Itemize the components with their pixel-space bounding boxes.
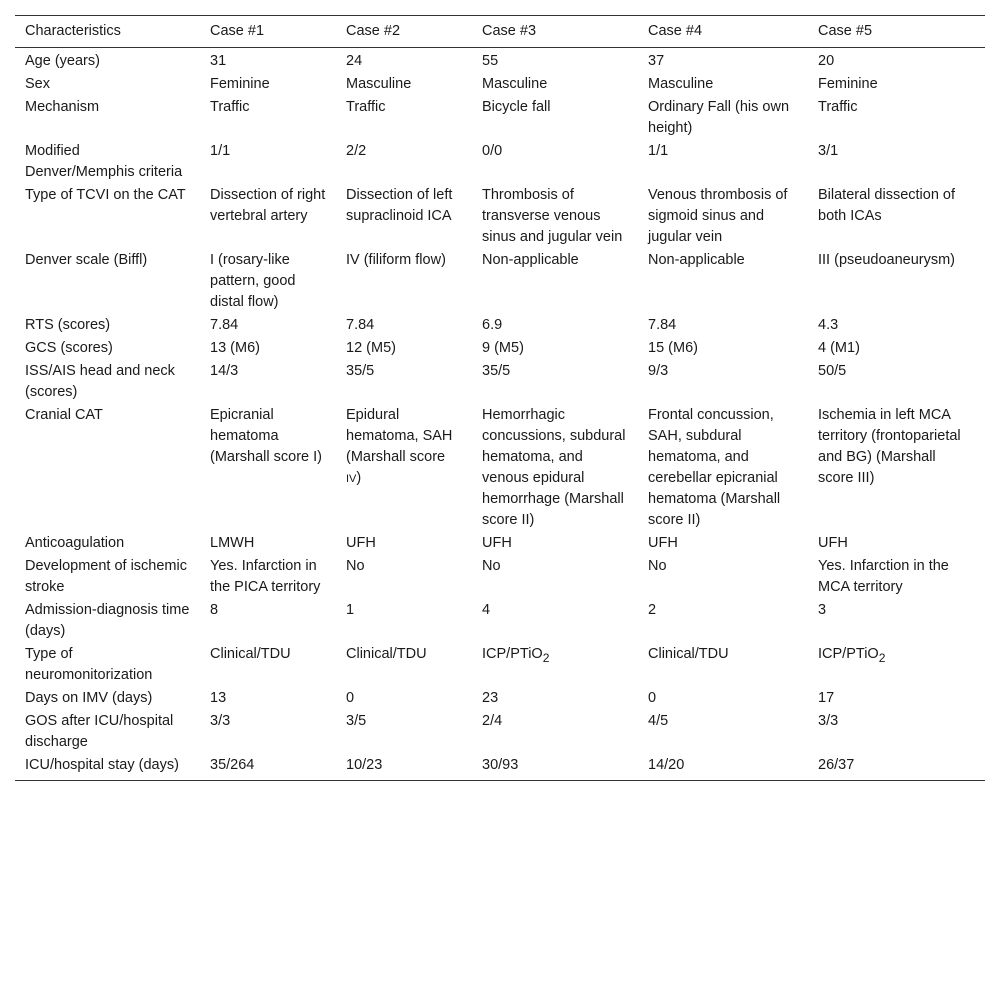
row-label: Type of neuromonitorization [25, 646, 153, 683]
row-label: GOS after ICU/hospital discharge [25, 713, 174, 750]
case-2-cell: Masculine [346, 76, 412, 92]
case-1-cell: 1/1 [210, 143, 231, 159]
case-3-cell: Masculine [482, 76, 548, 92]
case-2-cell: IV (filiform flow) [346, 252, 446, 268]
case-2-cell: Clinical/TDU [346, 646, 427, 662]
case-1-cell: Traffic [210, 99, 250, 115]
row-label: Type of TCVI on the CAT [25, 187, 186, 203]
row-label: Mechanism [25, 99, 100, 115]
case-5-cell: 3/1 [818, 143, 839, 159]
case-4-cell: Frontal concussion, SAH, subdural hematoma, and cerebellar epicranial hematoma (Marshall score II) [648, 407, 781, 528]
header-case-3: Case #3 [472, 16, 638, 48]
row-label: RTS (scores) [25, 317, 111, 333]
table-row [15, 710, 985, 754]
table-row [15, 643, 985, 687]
case-1-cell: 3/3 [210, 713, 231, 729]
case-1-cell: Feminine [210, 76, 270, 92]
row-label: ISS/AIS head and neck (scores) [25, 363, 175, 400]
case-2-cell: 35/5 [346, 363, 375, 379]
case-3-cell: 6.9 [482, 317, 503, 333]
case-4-cell: Venous thrombosis of sigmoid sinus and jugular vein [648, 187, 788, 245]
case-5-cell: 17 [818, 690, 835, 706]
case-2-cell: Dissection of left supraclinoid ICA [346, 187, 453, 224]
case-2-cell: 10/23 [336, 754, 472, 781]
table-row [15, 337, 985, 360]
case-4-cell: UFH [648, 535, 678, 551]
table-row [15, 48, 985, 74]
case-4-cell: 9/3 [648, 363, 669, 379]
case-3-cell: UFH [482, 535, 512, 551]
case-1-cell: 7.84 [210, 317, 239, 333]
case-5-cell: 4.3 [818, 317, 839, 333]
case-2-cell: Epidural hematoma, SAH (Marshall score IV) [346, 407, 453, 486]
characteristics-table-container [15, 15, 985, 781]
case-3-cell: 0/0 [482, 143, 503, 159]
row-label: Cranial CAT [25, 407, 103, 423]
case-5-cell: Traffic [818, 99, 858, 115]
case-5-cell: 20 [818, 53, 835, 69]
case-3-cell: 9 (M5) [482, 340, 524, 356]
case-1-cell: I (rosary-like pattern, good distal flow) [210, 252, 296, 310]
case-4-cell: Masculine [648, 76, 714, 92]
case-2-cell: No [346, 558, 365, 574]
table-row [15, 140, 985, 184]
case-2-cell: 12 (M5) [346, 340, 396, 356]
case-2-cell: 2/2 [346, 143, 367, 159]
row-label: GCS (scores) [25, 340, 113, 356]
case-3-cell: 55 [482, 53, 499, 69]
case-4-cell: 7.84 [648, 317, 677, 333]
table-row [15, 555, 985, 599]
table-row [15, 96, 985, 140]
case-4-cell: Non-applicable [648, 252, 745, 268]
table-row [15, 532, 985, 555]
header-row [15, 16, 985, 48]
case-5-cell: 26/37 [808, 754, 985, 781]
row-label: Admission-diagnosis time (days) [25, 602, 190, 639]
case-4-cell: 4/5 [648, 713, 669, 729]
case-2-cell: 0 [346, 690, 355, 706]
row-label: Anticoagulation [25, 535, 125, 551]
row-label: Age (years) [25, 53, 100, 69]
case-5-cell: Bilateral dissection of both ICAs [818, 187, 956, 224]
case-1-cell: 14/3 [210, 363, 239, 379]
table-row [15, 404, 985, 532]
case-3-cell: 2/4 [482, 713, 503, 729]
case-4-cell: 14/20 [638, 754, 808, 781]
header-case-2: Case #2 [336, 16, 472, 48]
case-1-cell: Dissection of right vertebral artery [210, 187, 326, 224]
table-row [15, 73, 985, 96]
case-1-cell: 31 [210, 53, 227, 69]
case-2-cell: UFH [346, 535, 376, 551]
case-5-cell: Yes. Infarction in the MCA territory [818, 558, 949, 595]
case-4-cell: 37 [648, 53, 665, 69]
case-4-cell: Ordinary Fall (his own height) [648, 99, 790, 136]
case-1-cell: Clinical/TDU [210, 646, 291, 662]
case-3-cell: Hemorrhagic concussions, subdural hematoma, and venous epidural hemorrhage (Marshall score II) [482, 407, 626, 528]
case-4-cell: 0 [648, 690, 657, 706]
case-2-cell: 24 [346, 53, 363, 69]
case-5-cell: Feminine [818, 76, 878, 92]
table-row [15, 687, 985, 710]
table-row [15, 184, 985, 249]
case-1-cell: Yes. Infarction in the PICA territory [210, 558, 321, 595]
case-5-cell: UFH [818, 535, 848, 551]
case-2-cell: Traffic [346, 99, 386, 115]
case-1-cell: Epicranial hematoma (Marshall score I) [210, 407, 322, 465]
case-5-cell: 4 (M1) [818, 340, 860, 356]
case-3-cell: 23 [482, 690, 499, 706]
case-5-cell: 3 [818, 602, 827, 618]
table-body [15, 48, 985, 781]
case-5-cell: ICP/PTiO$_2$ [818, 646, 886, 665]
row-label: Days on IMV (days) [25, 690, 153, 706]
case-3-cell: No [482, 558, 501, 574]
case-3-cell: Non-applicable [482, 252, 579, 268]
case-1-cell: 35/264 [200, 754, 336, 781]
case-2-cell: 3/5 [346, 713, 367, 729]
case-2-cell: 7.84 [346, 317, 375, 333]
case-4-cell: No [648, 558, 667, 574]
table-row [15, 249, 985, 314]
case-4-cell: 15 (M6) [648, 340, 698, 356]
header-characteristics: Characteristics [15, 16, 200, 48]
table-row [15, 599, 985, 643]
row-label: ICU/hospital stay (days) [15, 754, 200, 781]
case-1-cell: 13 (M6) [210, 340, 260, 356]
table-row [15, 360, 985, 404]
case-1-cell: 8 [210, 602, 219, 618]
row-label: Denver scale (Biffl) [25, 252, 148, 268]
case-5-cell: Ischemia in left MCA territory (frontoparietal and BG) (Marshall score III) [818, 407, 961, 486]
table-row [15, 314, 985, 337]
case-characteristics-table [15, 15, 985, 781]
case-3-cell: 4 [482, 602, 491, 618]
row-label: Sex [25, 76, 50, 92]
header-case-1: Case #1 [200, 16, 336, 48]
case-1-cell: LMWH [210, 535, 255, 551]
row-label: Modified Denver/Memphis criteria [25, 143, 183, 180]
case-3-cell: 35/5 [482, 363, 511, 379]
case-3-cell: Bicycle fall [482, 99, 551, 115]
case-2-cell: 1 [346, 602, 355, 618]
case-4-cell: 2 [648, 602, 657, 618]
table-row [15, 754, 985, 781]
case-4-cell: 1/1 [648, 143, 669, 159]
case-5-cell: 50/5 [818, 363, 847, 379]
case-5-cell: III (pseudoaneurysm) [818, 252, 956, 268]
case-1-cell: 13 [210, 690, 227, 706]
case-4-cell: Clinical/TDU [648, 646, 729, 662]
header-case-5: Case #5 [808, 16, 985, 48]
table-header [15, 16, 985, 48]
case-3-cell: Thrombosis of transverse venous sinus and jugular vein [482, 187, 623, 245]
case-3-cell: ICP/PTiO$_2$ [482, 646, 550, 665]
header-case-4: Case #4 [638, 16, 808, 48]
case-3-cell: 30/93 [472, 754, 638, 781]
row-label: Development of ischemic stroke [25, 558, 187, 595]
case-5-cell: 3/3 [818, 713, 839, 729]
